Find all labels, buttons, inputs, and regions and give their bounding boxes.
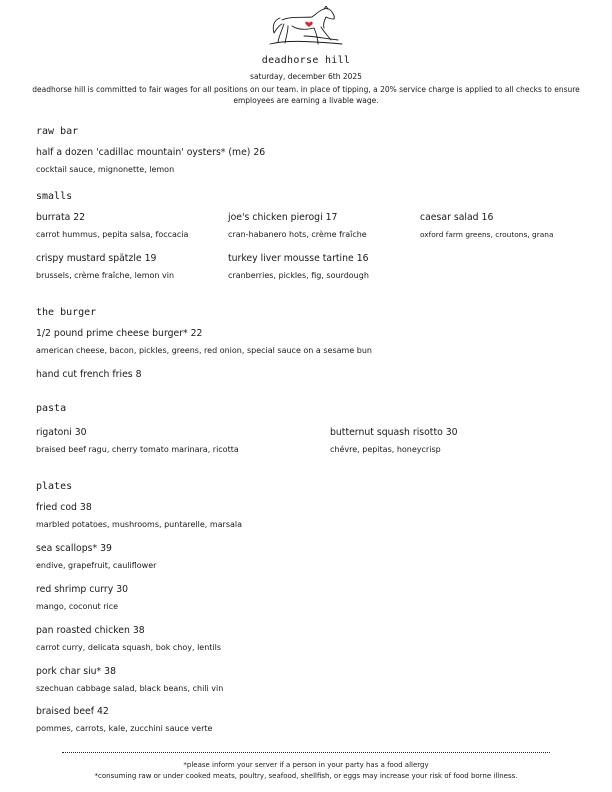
menu-item-risotto [330, 427, 458, 455]
item-description: cran-habanero hots, crème fraîche [228, 230, 367, 239]
item-description: endive, grapefruit, cauliflower [36, 561, 157, 570]
item-description: cocktail sauce, mignonette, lemon [36, 165, 175, 174]
item-description: cranberries, pickles, fig, sourdough [228, 271, 369, 280]
section-pasta: pasta [36, 403, 67, 414]
menu-item-shrimp-curry [36, 584, 128, 612]
wage-statement: deadhorse hill is committed to fair wages for all positions on our team. in place of tipping, a 20% service charge is applied to all checks to ensure employees are earning a livable wage. [32, 85, 580, 105]
item-description: braised beef ragu, cherry tomato marinara, ricotta [36, 445, 239, 454]
menu-item-sea-scallops [36, 543, 156, 571]
item-title: caesar salad 16 [420, 212, 494, 223]
section-the-burger: the burger [36, 307, 97, 318]
section-smalls: smalls [36, 191, 73, 202]
item-description: brussels, crème fraîche, lemon vin [36, 271, 175, 280]
menu-item-cheese-burger [36, 328, 372, 356]
item-title: hand cut french fries 8 [36, 369, 142, 380]
item-description: szechuan cabbage salad, black beans, chili vin [36, 684, 224, 693]
item-title: half a dozen 'cadillac mountain' oysters* (me) 26 [36, 147, 266, 158]
item-description: carrot hummus, pepita salsa, foccacia [36, 230, 189, 239]
item-title: braised beef 42 [36, 706, 109, 717]
item-title: fried cod 38 [36, 502, 92, 513]
menu-item-mousse-tartine [228, 253, 369, 281]
item-title: sea scallops* 39 [36, 543, 112, 554]
menu-item-oysters [36, 147, 265, 175]
item-description: oxford farm greens, croutons, grana [420, 230, 554, 239]
item-title: 1/2 pound prime cheese burger* 22 [36, 328, 203, 339]
menu-item-burrata [36, 212, 188, 240]
menu-item-french-fries [36, 369, 142, 381]
item-description: marbled potatoes, mushrooms, puntarelle, marsala [36, 520, 243, 529]
menu-item-roasted-chicken [36, 625, 221, 653]
item-title: pan roasted chicken 38 [36, 625, 145, 636]
menu-item-caesar-salad [420, 212, 554, 240]
section-plates: plates [36, 481, 73, 492]
menu-date: saturday, december 6th 2025 [250, 72, 362, 81]
item-title: burrata 22 [36, 212, 86, 223]
footer-divider [62, 752, 550, 753]
menu-item-pierogi [228, 212, 367, 240]
section-raw-bar: raw bar [36, 126, 79, 137]
item-title: red shrimp curry 30 [36, 584, 129, 595]
item-title: pork char siu* 38 [36, 666, 116, 677]
item-title: joe's chicken pierogi 17 [228, 212, 338, 223]
menu-item-fried-cod [36, 502, 242, 530]
menu-item-pork-char-siu [36, 666, 223, 694]
raw-food-warning: *consuming raw or under cooked meats, poultry, seafood, shellfish, or eggs may increase your risk of food borne illness. [94, 772, 518, 780]
item-description: american cheese, bacon, pickles, greens, red onion, special sauce on a sesame bun [36, 346, 372, 355]
item-title: butternut squash risotto 30 [330, 427, 458, 438]
item-title: turkey liver mousse tartine 16 [228, 253, 369, 264]
menu-item-braised-beef [36, 706, 212, 734]
horse-logo-icon [268, 6, 344, 46]
restaurant-name: deadhorse hill [261, 55, 351, 66]
menu-item-spatzle [36, 253, 174, 281]
item-description: mango, coconut rice [36, 602, 119, 611]
menu-item-rigatoni [36, 427, 239, 455]
item-description: carrot curry, delicata squash, bok choy, lentils [36, 643, 222, 652]
allergy-notice: *please inform your server if a person in your party has a food allergy [183, 761, 429, 769]
item-description: pommes, carrots, kale, zucchini sauce verte [36, 724, 213, 733]
item-title: rigatoni 30 [36, 427, 87, 438]
item-description: chévre, pepitas, honeycrisp [330, 445, 441, 454]
item-title: crispy mustard spätzle 19 [36, 253, 157, 264]
